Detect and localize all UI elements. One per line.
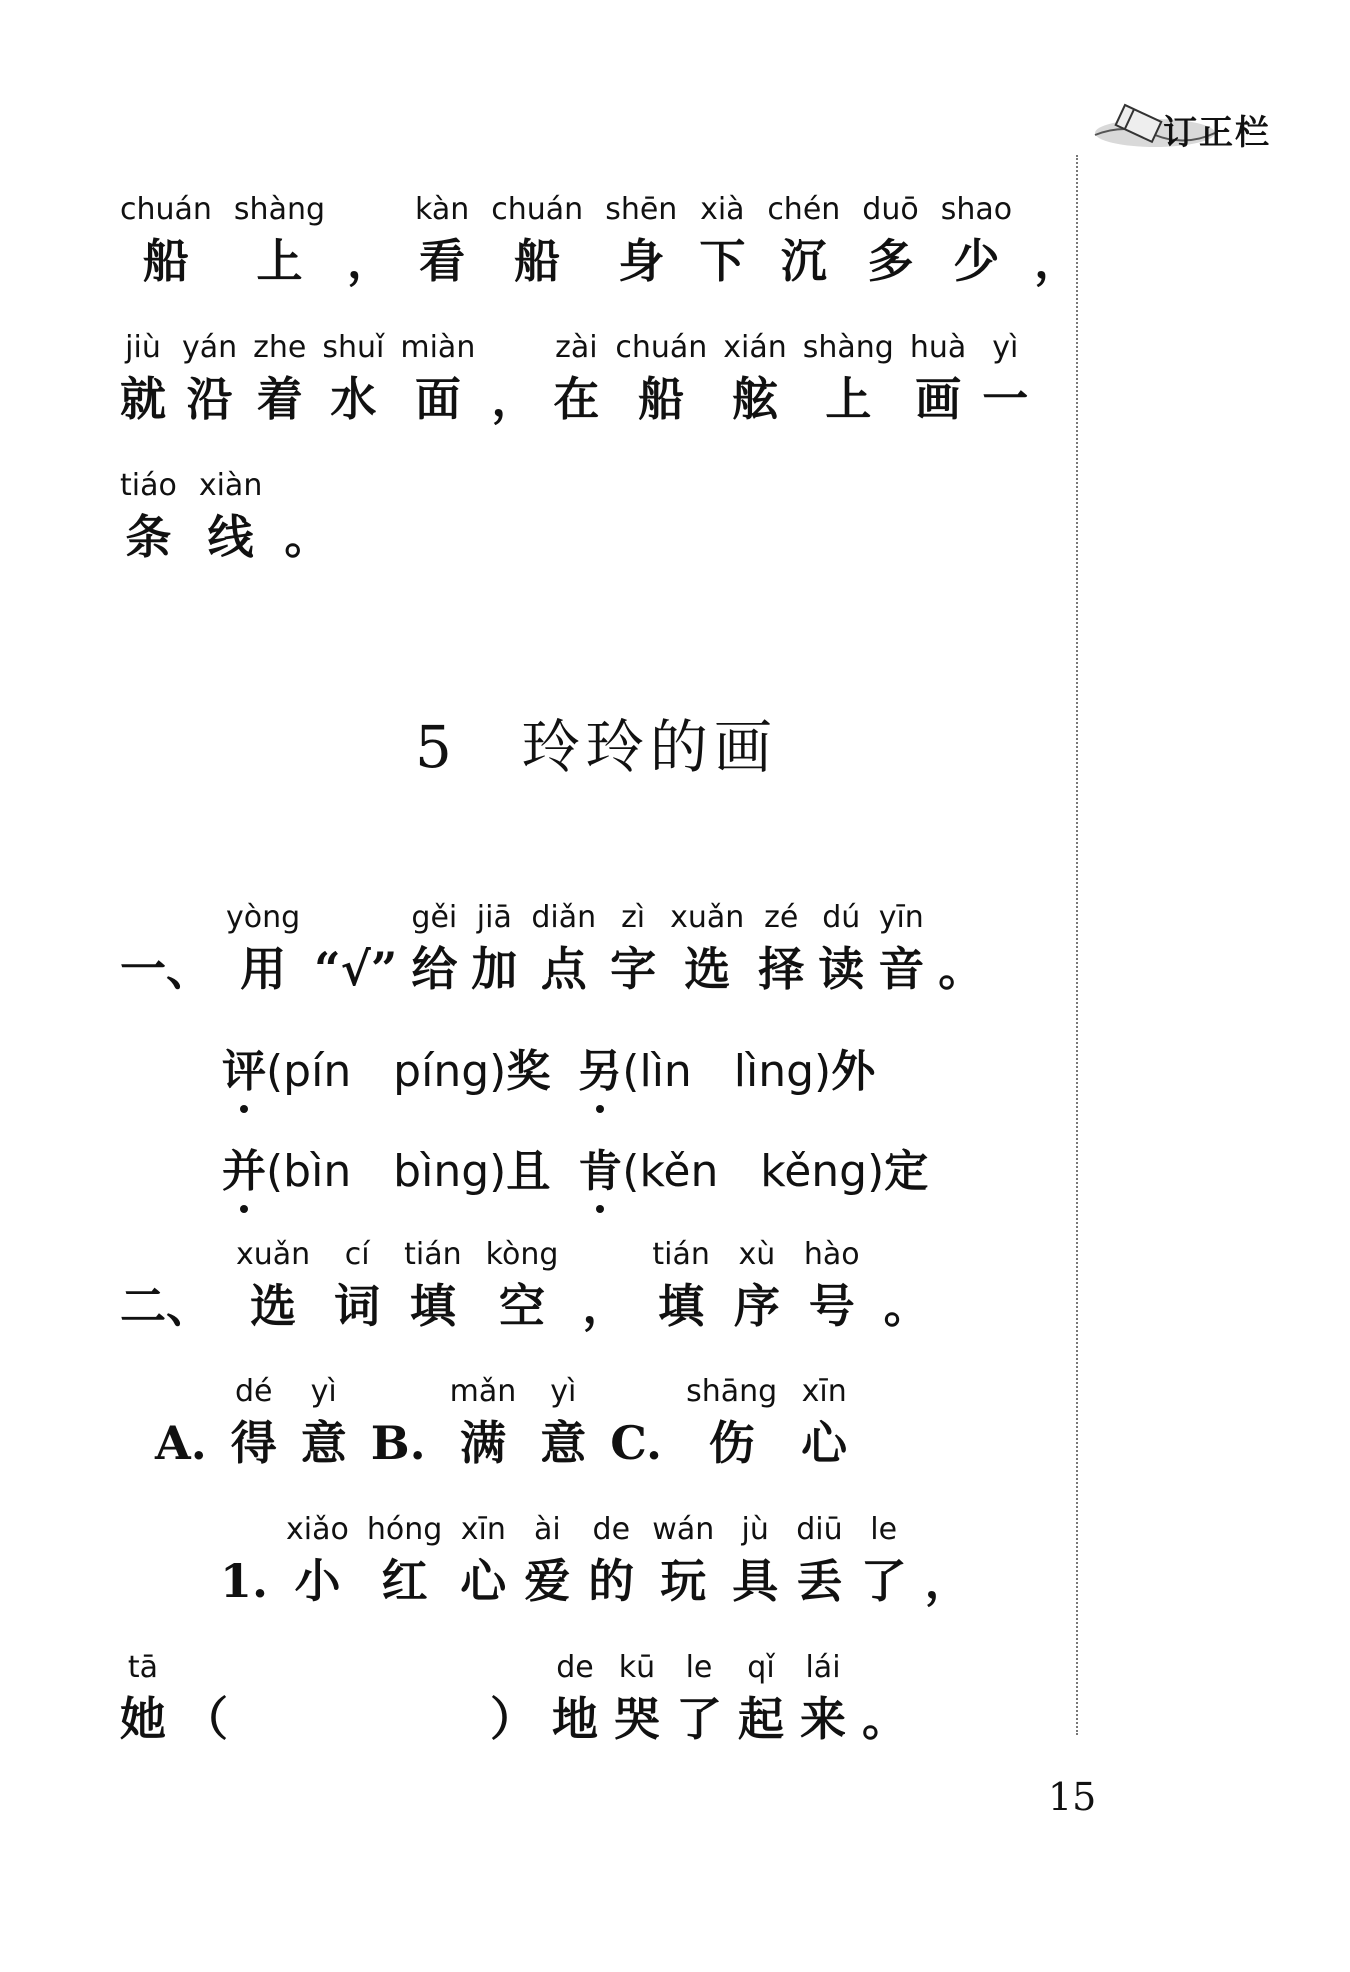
hanzi: 水: [330, 372, 377, 426]
pinyin: xiàn: [198, 468, 263, 503]
hanzi: 具: [732, 1554, 779, 1608]
pinyin: jiù: [125, 330, 161, 365]
ruby-unit: [699, 190, 745, 292]
ruby-unit: [861, 1510, 907, 1612]
ruby-unit: [803, 328, 894, 430]
hanzi: 着: [256, 372, 303, 426]
hanzi: A.: [155, 1416, 207, 1470]
hanzi: 二、: [120, 1279, 212, 1333]
pinyin: xīn: [460, 1512, 506, 1547]
pinyin: qǐ: [747, 1650, 775, 1685]
hanzi: ，: [1034, 234, 1081, 288]
ruby-unit: [862, 1648, 908, 1750]
hanzi: 填: [658, 1279, 705, 1333]
ruby-unit: [236, 1235, 310, 1337]
hanzi: 红: [381, 1554, 428, 1608]
ruby-unit: [486, 1235, 559, 1337]
ruby-unit: [400, 328, 475, 430]
pinyin: tiáo: [120, 468, 177, 503]
pinyin: xiǎo: [286, 1512, 349, 1547]
pinyin: xuǎn: [670, 900, 745, 935]
pinyin: yì: [550, 1374, 577, 1409]
hanzi: 丢: [796, 1554, 843, 1608]
pinyin: mǎn: [449, 1374, 517, 1409]
ruby-unit: [471, 898, 517, 1000]
dotted-char: 并: [222, 1135, 266, 1199]
pinyin-choice[interactable]: (pín píng): [266, 1046, 507, 1097]
ruby-unit: [605, 190, 677, 292]
hanzi: 就: [120, 372, 166, 426]
ruby-unit: [862, 190, 918, 292]
correction-column-header: [1085, 95, 1305, 165]
ruby-unit: [120, 898, 212, 1000]
hanzi: ）: [490, 1692, 536, 1746]
pinyin: shāng: [686, 1374, 778, 1409]
hanzi: 船: [638, 372, 685, 426]
pinyin: yīn: [878, 900, 924, 935]
ruby-unit: [941, 190, 1012, 292]
ruby-unit: [491, 328, 537, 430]
hanzi: 。: [284, 510, 331, 564]
pinyin: tā: [127, 1650, 159, 1685]
pinyin: yì: [310, 1374, 337, 1409]
hanzi: ，: [347, 234, 394, 288]
ruby-unit: [652, 1510, 714, 1612]
ruby-unit: [155, 1372, 207, 1474]
ruby-unit: [404, 1235, 462, 1337]
pinyin: chuán: [615, 330, 708, 365]
ruby-unit: [800, 1648, 846, 1750]
pinyin: chuán: [120, 192, 212, 227]
char: 奖: [506, 1046, 551, 1097]
pinyin: shàng: [802, 330, 894, 365]
pinyin: le: [870, 1512, 898, 1547]
hanzi: 。: [938, 942, 985, 996]
dotted-char: 另: [578, 1035, 622, 1099]
pinyin: yán: [182, 330, 238, 365]
pinyin: jiā: [476, 900, 512, 935]
hanzi: 起: [738, 1692, 784, 1746]
hanzi: 伤: [708, 1416, 755, 1470]
pinyin: zì: [621, 900, 646, 935]
question-2-options: [155, 1372, 871, 1474]
ruby-unit: [182, 1648, 228, 1750]
hanzi: 的: [588, 1554, 635, 1608]
hanzi: 舷: [732, 372, 779, 426]
hanzi: 心: [801, 1416, 848, 1470]
pinyin: dé: [234, 1374, 273, 1409]
ruby-unit: [686, 1372, 777, 1474]
ruby-unit: [531, 898, 596, 1000]
dotted-char: 肯: [578, 1135, 622, 1199]
hanzi: 点: [540, 942, 587, 996]
ruby-unit: [460, 1510, 506, 1612]
ruby-unit: [878, 898, 924, 1000]
pinyin: de: [592, 1512, 631, 1547]
pinyin: shao: [940, 192, 1013, 227]
ruby-unit: [738, 1648, 784, 1750]
hanzi: 她: [120, 1692, 166, 1746]
passage-line-1: [120, 190, 1102, 292]
ruby-unit: [253, 328, 306, 430]
hanzi: 加: [471, 942, 518, 996]
lesson-name: 玲玲的画: [521, 713, 778, 781]
pinyin: zài: [555, 330, 598, 365]
pinyin: chén: [767, 192, 841, 227]
pinyin: xuǎn: [236, 1237, 311, 1272]
ruby-unit: [796, 1510, 842, 1612]
hanzi: 选: [684, 942, 731, 996]
ruby-unit: [411, 898, 457, 1000]
pinyin: kū: [618, 1650, 656, 1685]
ruby-unit: [582, 1235, 628, 1337]
ruby-unit: [767, 190, 840, 292]
ruby-unit: [367, 1510, 442, 1612]
ruby-unit: [732, 1510, 778, 1612]
ruby-unit: [301, 1372, 347, 1474]
pinyin: xīn: [801, 1374, 847, 1409]
ruby-unit: [540, 1372, 586, 1474]
pinyin: gěi: [411, 900, 458, 935]
hanzi: 船: [514, 234, 561, 288]
ruby-unit: [120, 328, 166, 430]
ruby-unit: [220, 1510, 268, 1612]
hanzi: 画: [915, 372, 962, 426]
ruby-unit: [588, 1510, 634, 1612]
question-1-pair-2: [222, 1135, 928, 1199]
ruby-unit: [415, 190, 469, 292]
pinyin: huà: [909, 330, 967, 365]
hanzi: 地: [552, 1692, 598, 1746]
char: 外: [831, 1046, 876, 1097]
pinyin: de: [556, 1650, 594, 1685]
hanzi: （: [182, 1692, 228, 1746]
ruby-unit: [226, 898, 300, 1000]
ruby-unit: [347, 190, 393, 292]
sentence-1-line-2: [120, 1648, 924, 1750]
hanzi: 上: [256, 234, 303, 288]
hanzi: 填: [409, 1279, 456, 1333]
ruby-unit: [120, 466, 177, 568]
pinyin: kàn: [415, 192, 470, 227]
hanzi: ，: [924, 1554, 971, 1608]
ruby-unit: [450, 1372, 517, 1474]
hanzi: 看: [419, 234, 466, 288]
ruby-unit: [610, 1372, 662, 1474]
hanzi: 号: [808, 1279, 855, 1333]
pinyin: shuǐ: [322, 330, 385, 365]
hanzi: 用: [240, 942, 287, 996]
ruby-unit: [925, 1510, 971, 1612]
ruby-unit: [490, 1648, 536, 1750]
pinyin-choice[interactable]: (lìn lìng): [622, 1046, 832, 1097]
ruby-unit: [524, 1510, 570, 1612]
pinyin: tián: [404, 1237, 462, 1272]
hanzi: 爱: [524, 1554, 571, 1608]
hanzi: 音: [878, 942, 925, 996]
ruby-unit: [938, 898, 984, 1000]
hanzi: 1.: [220, 1554, 269, 1608]
pinyin: miàn: [400, 330, 476, 365]
pinyin: hào: [803, 1237, 860, 1272]
ruby-unit: [734, 1235, 780, 1337]
hanzi: 择: [758, 942, 805, 996]
hanzi: 沿: [186, 372, 233, 426]
pinyin: xián: [723, 330, 787, 365]
question-1-pair-1: [222, 1035, 875, 1099]
passage-line-3: [120, 466, 352, 568]
hanzi: 小: [294, 1554, 341, 1608]
ruby-unit: [884, 1235, 930, 1337]
pinyin: shēn: [605, 192, 678, 227]
ruby-unit: [182, 328, 237, 430]
pinyin: yòng: [226, 900, 301, 935]
char: 定: [884, 1146, 929, 1197]
ruby-unit: [334, 1235, 380, 1337]
hanzi: 了: [860, 1554, 907, 1608]
pinyin: xù: [738, 1237, 776, 1272]
hanzi: 空: [499, 1279, 546, 1333]
ruby-unit: [676, 1648, 722, 1750]
ruby-unit: [670, 898, 744, 1000]
ruby-unit: [371, 1372, 426, 1474]
pinyin: wán: [652, 1512, 715, 1547]
pinyin: xià: [700, 192, 745, 227]
ruby-unit: [1034, 190, 1080, 292]
ruby-unit: [120, 190, 212, 292]
ruby-unit: [910, 328, 966, 430]
hanzi: 字: [610, 942, 657, 996]
char: 且: [506, 1146, 551, 1197]
hanzi: 给: [411, 942, 458, 996]
ruby-unit: [120, 1235, 212, 1337]
ruby-unit: [614, 1648, 660, 1750]
hanzi: 在: [553, 372, 600, 426]
pinyin: diǎn: [531, 900, 597, 935]
hanzi: 沉: [780, 234, 827, 288]
ruby-unit: [610, 898, 656, 1000]
pinyin: jù: [741, 1512, 769, 1547]
hanzi: C.: [610, 1416, 663, 1470]
pinyin: kòng: [485, 1237, 559, 1272]
dotted-char: 评: [222, 1035, 266, 1099]
pinyin: duō: [862, 192, 919, 227]
hanzi: 得: [230, 1416, 277, 1470]
ruby-unit: [553, 328, 599, 430]
hanzi: 选: [250, 1279, 297, 1333]
pinyin-choice[interactable]: (kěn kěng): [622, 1146, 885, 1197]
ruby-unit: [314, 898, 397, 1000]
lesson-number: 5: [415, 713, 458, 781]
hanzi: ，: [582, 1279, 629, 1333]
hanzi: 意: [300, 1416, 347, 1470]
hanzi: 下: [699, 234, 746, 288]
pinyin: ài: [533, 1512, 561, 1547]
pinyin: dú: [822, 900, 861, 935]
ruby-unit: [652, 1235, 710, 1337]
page-number: 15: [1048, 1775, 1097, 1819]
pinyin: tián: [652, 1237, 710, 1272]
hanzi: 读: [818, 942, 865, 996]
pinyin: diū: [796, 1512, 843, 1547]
hanzi: 序: [733, 1279, 780, 1333]
ruby-unit: [804, 1235, 860, 1337]
correction-column-title: 订正栏: [1163, 113, 1271, 153]
pinyin-choice[interactable]: (bìn bìng): [266, 1146, 507, 1197]
pinyin: chuán: [491, 192, 584, 227]
hanzi: 少: [953, 234, 1000, 288]
ruby-unit: [982, 328, 1028, 430]
ruby-unit: [244, 1648, 474, 1750]
correction-column-divider: [1076, 155, 1078, 1735]
ruby-unit: [284, 466, 330, 568]
hanzi: 玩: [660, 1554, 707, 1608]
ruby-unit: [199, 466, 263, 568]
hanzi: 满: [459, 1416, 506, 1470]
hanzi: “√”: [314, 942, 398, 996]
pinyin: le: [685, 1650, 713, 1685]
hanzi: 来: [800, 1692, 846, 1746]
passage-line-2: [120, 328, 1044, 430]
hanzi: ，: [491, 372, 538, 426]
hanzi: [244, 1688, 474, 1750]
ruby-unit: [818, 898, 864, 1000]
question-1-heading: [120, 898, 998, 1000]
ruby-unit: [758, 898, 804, 1000]
ruby-unit: [231, 1372, 277, 1474]
sentence-1-line-1: [220, 1510, 989, 1612]
hanzi: 。: [862, 1692, 908, 1746]
hanzi: 哭: [614, 1692, 660, 1746]
hanzi: 多: [867, 234, 914, 288]
hanzi: B.: [370, 1416, 426, 1470]
ruby-unit: [322, 328, 384, 430]
hanzi: 了: [676, 1692, 722, 1746]
hanzi: 条: [125, 510, 172, 564]
hanzi: 一: [982, 372, 1029, 426]
ruby-unit: [120, 1648, 166, 1750]
hanzi: 心: [460, 1554, 507, 1608]
hanzi: 身: [618, 234, 665, 288]
pinyin: shàng: [233, 192, 326, 227]
ruby-unit: [723, 328, 787, 430]
ruby-unit: [615, 328, 707, 430]
hanzi: 面: [414, 372, 461, 426]
pinyin: yì: [992, 330, 1019, 365]
hanzi: 。: [883, 1279, 930, 1333]
ruby-unit: [801, 1372, 847, 1474]
pinyin: zhe: [253, 330, 307, 365]
pinyin: zé: [764, 900, 799, 935]
hanzi: 船: [142, 234, 189, 288]
pinyin: lái: [805, 1650, 841, 1685]
pinyin: cí: [344, 1237, 370, 1272]
hanzi: 意: [540, 1416, 587, 1470]
hanzi: 一、: [120, 942, 212, 996]
ruby-unit: [552, 1648, 598, 1750]
hanzi: 词: [334, 1279, 381, 1333]
ruby-unit: [234, 190, 325, 292]
ruby-unit: [491, 190, 583, 292]
hanzi: 上: [825, 372, 872, 426]
question-2-heading: [120, 1235, 954, 1337]
pinyin: hóng: [366, 1512, 443, 1547]
lesson-title: [415, 700, 778, 784]
ruby-unit: [286, 1510, 349, 1612]
hanzi: 线: [207, 510, 254, 564]
